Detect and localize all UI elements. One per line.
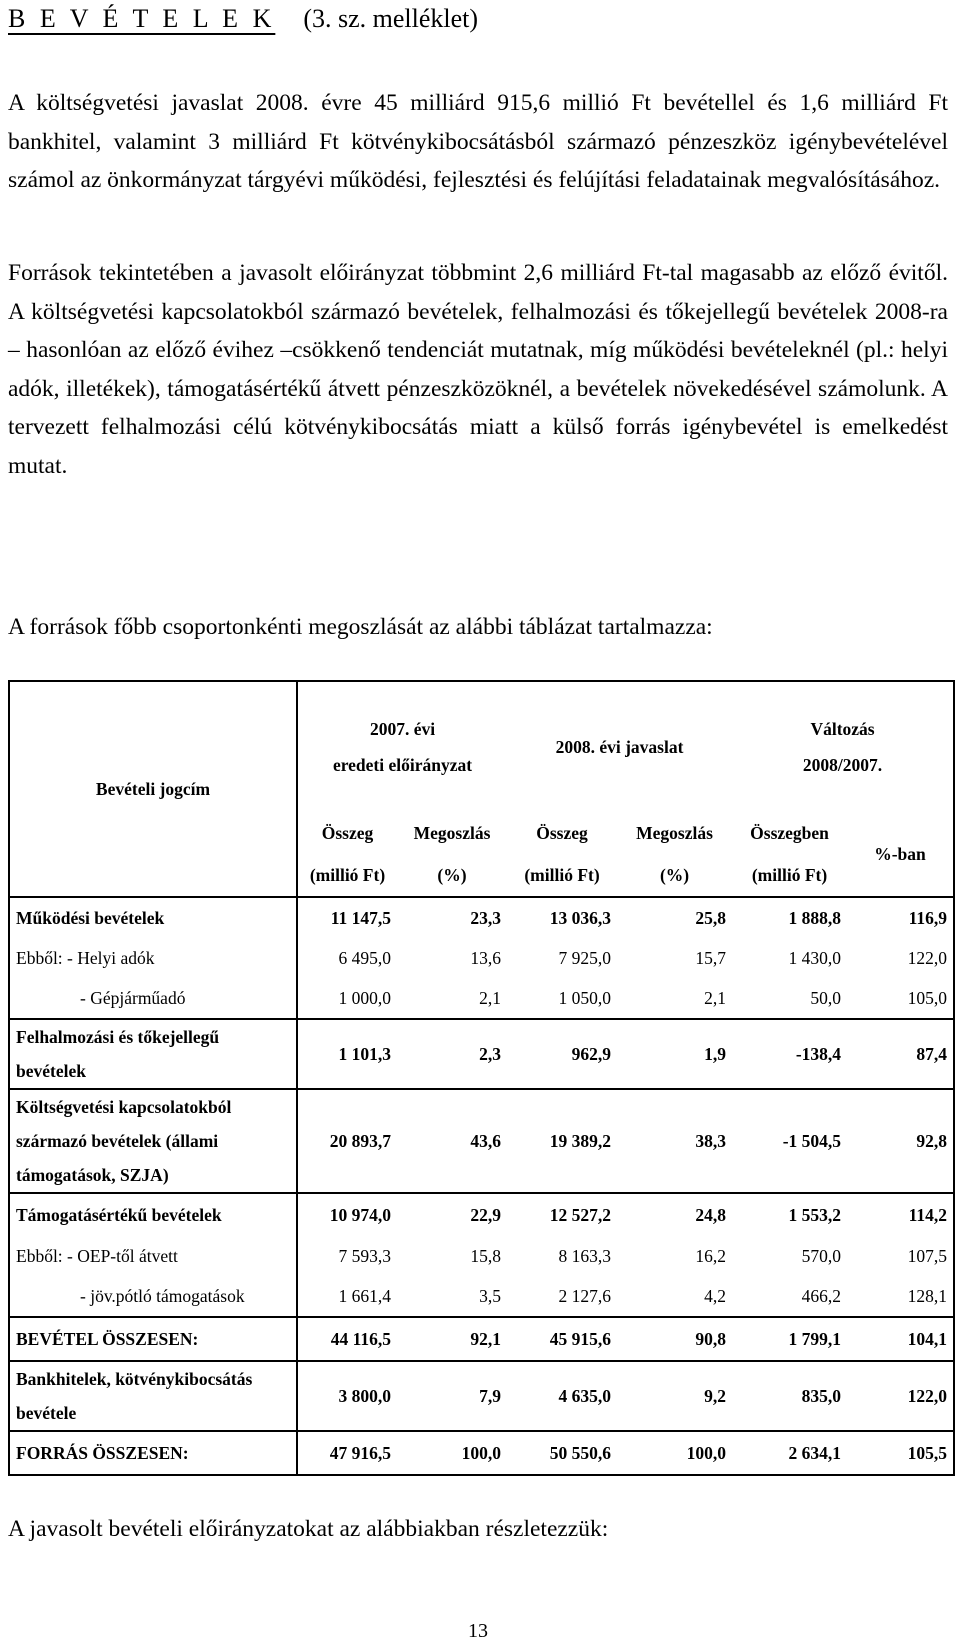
table-row: [9, 1431, 954, 1475]
cell-value: 1 101,3: [297, 1019, 397, 1089]
cell-value: 1,9: [617, 1019, 732, 1089]
header-2007-line1: 2007. évi: [369, 719, 436, 739]
cell-value: 122,0: [847, 938, 954, 978]
cell-value: 92,1: [397, 1317, 507, 1361]
cell-value: 44 116,5: [297, 1317, 397, 1361]
header-valtozas-line1: Változás: [810, 719, 875, 739]
row-label: Ebből: - OEP-től átvett: [9, 1236, 297, 1276]
subheader-millio-2008: (millió Ft): [507, 854, 617, 897]
cell-value: 50,0: [732, 978, 847, 1019]
cell-value: 2,1: [397, 978, 507, 1019]
cell-value: -138,4: [732, 1019, 847, 1089]
subheader-pct-2008: (%): [617, 854, 732, 897]
row-label: FORRÁS ÖSSZESEN:: [9, 1431, 297, 1475]
cell-value: 104,1: [847, 1317, 954, 1361]
cell-value: 105,5: [847, 1431, 954, 1475]
cell-value: 114,2: [847, 1193, 954, 1236]
cell-value: 43,6: [397, 1089, 507, 1193]
cell-value: 13 036,3: [549, 907, 612, 928]
subheader-osszeg-2007: Összeg: [321, 822, 374, 843]
cell-value: 45 915,6: [507, 1317, 617, 1361]
header-2007-line2: eredeti előirányzat: [332, 755, 473, 775]
table-row: [9, 938, 954, 978]
cell-value: 20 893,7: [297, 1089, 397, 1193]
cell-value: 1 661,4: [297, 1276, 397, 1317]
heading-title: B E V É T E L E K: [8, 4, 276, 33]
cell-value: 3 800,0: [297, 1361, 397, 1431]
cell-value: 1 799,1: [732, 1317, 847, 1361]
cell-value: 10 974,0: [329, 1204, 391, 1225]
cell-value: 2,3: [397, 1019, 507, 1089]
revenue-table: [8, 680, 955, 1476]
subheader-osszeg-2008: Összeg: [536, 822, 588, 843]
cell-value: 2,1: [617, 978, 732, 1019]
cell-value: 100,0: [617, 1431, 732, 1475]
cell-value: 15,8: [470, 1245, 502, 1266]
cell-value: 9,2: [617, 1361, 732, 1431]
cell-value: 7 593,3: [338, 1245, 391, 1266]
cell-value: 2 634,1: [732, 1431, 847, 1475]
cell-value: 22,9: [470, 1204, 502, 1225]
cell-value: 116,9: [847, 897, 954, 938]
header-valtozas: [732, 681, 954, 812]
cell-value: 4 635,0: [507, 1361, 617, 1431]
table-row: [9, 1317, 954, 1361]
paragraph-sources: Források tekintetében a javasolt előirányzat többmint 2,6 milliárd Ft-tal magasabb az előző évitől. A költségvetési kapcsolatokból származó bevételek, felhalmozási és tőkejellegű bevételek 2008-ra – hasonlóan az előző évihez –csökkenő tendenciát mutatnak, míg működési bevételeknél (pl.: helyi adók, illetékek), támogatásértékű átvett pénzeszközöknél, a bevételek növekedésével számolunk. A tervezett felhalmozási célú kötvénykibocsátás miatt a külső forrás igénybevétel is emelkedést mutat.: [8, 260, 948, 479]
cell-value: 466,2: [732, 1276, 847, 1317]
header-2008: 2008. évi javaslat: [507, 681, 732, 812]
header-bevételi-jogcim: Bevételi jogcím: [9, 681, 297, 897]
cell-value: 15,7: [695, 947, 727, 968]
cell-value: 6 495,0: [338, 947, 391, 968]
cell-value: 100,0: [397, 1431, 507, 1475]
subheader-millio-valtozas: (millió Ft): [732, 854, 847, 897]
paragraph-intro: A költségvetési javaslat 2008. évre 45 milliárd 915,6 millió Ft bevétellel és 1,6 milliárd Ft bankhitel, valamint 3 milliárd Ft kötvénykibocsátásból származó pénzeszköz igénybevételével számol az önkormányzat tárgyévi működési, fejlesztési és felújítási feladatainak megvalósításához.: [8, 90, 948, 194]
cell-value: 90,8: [617, 1317, 732, 1361]
table-row: [9, 1193, 954, 1236]
cell-value: 13,6: [470, 947, 502, 968]
cell-value: 25,8: [695, 907, 727, 928]
cell-value: 1 000,0: [297, 978, 397, 1019]
cell-value: 1 050,0: [507, 978, 617, 1019]
cell-value: 128,1: [847, 1276, 954, 1317]
cell-value: 1 430,0: [788, 947, 842, 968]
cell-value: 87,4: [847, 1019, 954, 1089]
row-label: Költségvetési kapcsolatokból származó bevételek (állami támogatások, SZJA): [9, 1089, 297, 1193]
cell-value: 962,9: [507, 1019, 617, 1089]
header-valtozas-line2: 2008/2007.: [802, 755, 883, 775]
cell-value: 38,3: [617, 1089, 732, 1193]
table-row: [9, 1276, 954, 1317]
cell-value: 92,8: [847, 1089, 954, 1193]
row-label: - Gépjárműadó: [9, 978, 297, 1019]
row-label: Felhalmozási és tőkejellegű bevételek: [9, 1019, 297, 1089]
paragraph-table-intro: A források főbb csoportonkénti megoszlását az alábbi táblázat tartalmazza:: [8, 614, 713, 640]
table-row: [9, 1089, 954, 1193]
cell-value: 7,9: [397, 1361, 507, 1431]
subheader-pct-2007: (%): [397, 854, 507, 897]
cell-value: 24,8: [695, 1204, 727, 1225]
subheader-szazalek: %-ban: [847, 812, 954, 897]
cell-value: 1 888,8: [788, 907, 842, 928]
cell-value: 8 163,3: [558, 1245, 612, 1266]
cell-value: 570,0: [801, 1245, 842, 1266]
header-2007: [297, 681, 507, 812]
row-label: Ebből: - Helyi adók: [9, 938, 297, 978]
table-row: [9, 1236, 954, 1276]
cell-value: 2 127,6: [507, 1276, 617, 1317]
table-row: [9, 978, 954, 1019]
row-label: Bankhitelek, kötvénykibocsátás bevétele: [9, 1361, 297, 1431]
row-label: - jöv.pótló támogatások: [9, 1276, 297, 1317]
cell-value: 122,0: [847, 1361, 954, 1431]
row-label: BEVÉTEL ÖSSZESEN:: [9, 1317, 297, 1361]
cell-value: 4,2: [617, 1276, 732, 1317]
page-heading: [8, 4, 478, 34]
table-row: [9, 897, 954, 938]
cell-value: 19 389,2: [507, 1089, 617, 1193]
cell-value: 3,5: [397, 1276, 507, 1317]
row-label: Működési bevételek: [9, 897, 297, 938]
cell-value: 50 550,6: [507, 1431, 617, 1475]
heading-subtitle: (3. sz. melléklet): [303, 4, 479, 33]
cell-value: 16,2: [695, 1245, 727, 1266]
table-row: [9, 1019, 954, 1089]
cell-value: 47 916,5: [297, 1431, 397, 1475]
cell-value: 107,5: [847, 1236, 954, 1276]
subheader-millio-2007: (millió Ft): [297, 854, 397, 897]
cell-value: 1 553,2: [788, 1204, 842, 1225]
cell-value: -1 504,5: [732, 1089, 847, 1193]
cell-value: 7 925,0: [558, 947, 612, 968]
cell-value: 835,0: [732, 1361, 847, 1431]
cell-value: 105,0: [847, 978, 954, 1019]
page-number: 13: [468, 1620, 488, 1642]
cell-value: 12 527,2: [549, 1204, 612, 1225]
cell-value: 11 147,5: [330, 907, 391, 928]
paragraph-details-intro: A javasolt bevételi előirányzatokat az alábbiakban részletezzük:: [8, 1516, 609, 1542]
table-row: [9, 1361, 954, 1431]
row-label: Támogatásértékű bevételek: [9, 1193, 297, 1236]
subheader-osszegben: Összegben: [750, 822, 829, 843]
subheader-megoszlas-2008: Megoszlás: [636, 822, 713, 843]
cell-value: 23,3: [470, 907, 502, 928]
subheader-megoszlas-2007: Megoszlás: [413, 822, 491, 843]
